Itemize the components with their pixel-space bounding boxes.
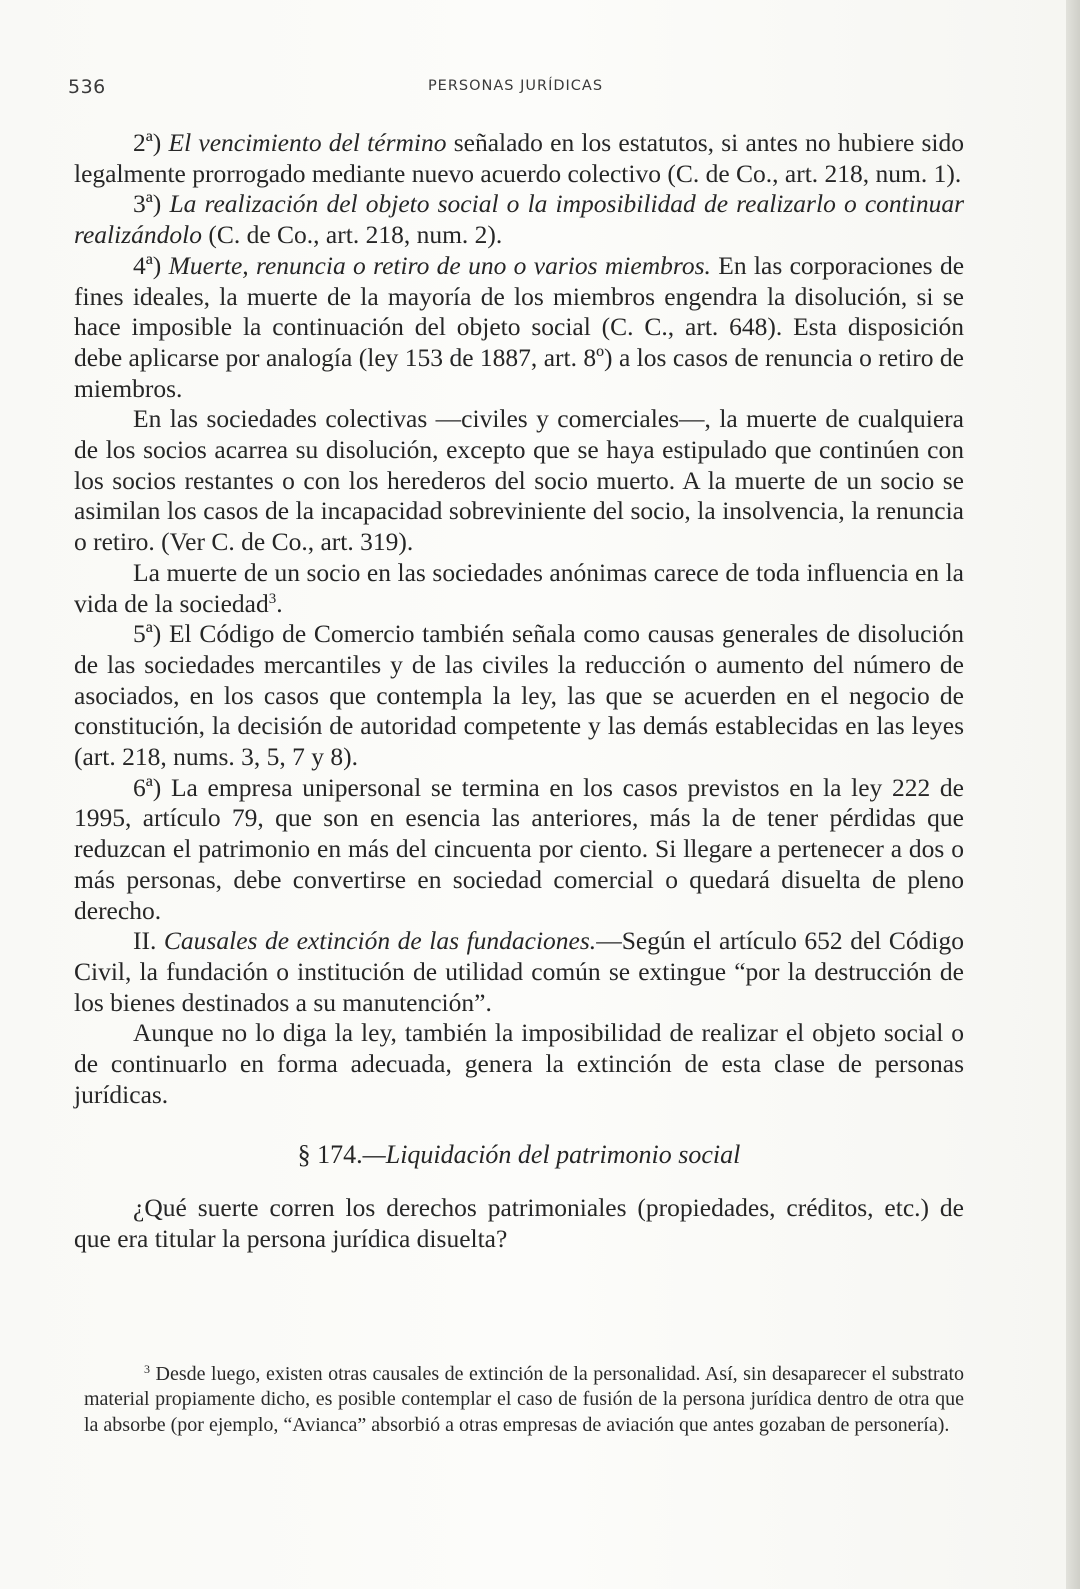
item-label: 3ª): [133, 189, 162, 219]
running-header: [68, 76, 963, 102]
footnote: [84, 1362, 964, 1438]
paragraph-fundaciones: [74, 926, 964, 1018]
paragraph-sociedades-colectivas: En las sociedades colectivas —civiles y comerciales—, la muerte de cualquiera de los socios acarrea su disolución, excepto que se haya estipulado que continúen con los socios restantes o con los herederos del socio muerto. A la muerte de un socio se asimilan los casos de la incapacidad sobreviniente del socio, la insolvencia, la renuncia o retiro. (Ver C. de Co., art. 319).: [74, 404, 964, 557]
section-number: § 174.: [297, 1139, 363, 1169]
main-text: [74, 128, 964, 1255]
paragraph-aunque: Aunque no lo diga la ley, también la imposibilidad de realizar el objeto social o de continuarlo en forma adecuada, genera la extinción de esta clase de personas jurídicas.: [74, 1018, 964, 1109]
paragraph-sociedades-anonimas: [74, 558, 964, 619]
paragraph-text: señalado en los estatutos, si antes no hubiere sido legalmente prorrogado mediante nuevo acuerdo colectivo (C. de Co., art. 218, num. 1).: [74, 128, 964, 188]
item-label: II.: [133, 926, 157, 956]
footnote-mark: 3: [144, 1362, 150, 1376]
italic-phrase: Causales de extinción de las fundaciones.: [163, 926, 597, 956]
paragraph-cause-6: 6ª) La empresa unipersonal se termina en los casos previstos en la ley 222 de 1995, artículo 79, que son en esencia las anteriores, más la de tener pérdidas que reduzcan el patrimonio en más del cincuenta por ciento. Si llegare a pertenecer a dos o más personas, debe convertirse en sociedad comercial o quedará disuelta de pleno derecho.: [74, 772, 964, 925]
paragraph-end: .: [276, 588, 283, 618]
item-label: 4ª): [133, 250, 162, 280]
italic-phrase: Muerte, renuncia o retiro de uno o varios miembros.: [168, 250, 711, 280]
paragraph-text: (C. de Co., art. 218, num. 2).: [208, 220, 503, 250]
paragraph-cause-5: 5ª) El Código de Comercio también señala como causas generales de disolución de las sociedades mercantiles y de las civiles la reducción o aumento del número de asociados, en los casos que contempla la ley, las que se acuerden en el negocio de constitución, la decisión de autoridad competente y las demás establecidas en las leyes (art. 218, nums. 3, 5, 7 y 8).: [74, 619, 964, 772]
paragraph-question: ¿Qué suerte corren los derechos patrimoniales (propiedades, créditos, etc.) de que era titular la persona jurídica disuelta?: [74, 1193, 964, 1253]
running-head-title: PERSONAS JURÍDICAS: [427, 78, 604, 94]
paragraph-text: —Según el artículo 652 del Código Civil, la fundación o institución de utilidad común se extingue “por la destrucción de los bienes destinados a su manutención”.: [74, 926, 965, 1017]
italic-phrase: La realización del objeto social o la imposibilidad de realizarlo o continuar realizándolo: [74, 189, 965, 250]
page-gutter: [1066, 0, 1080, 1589]
paragraph-cause-4: [74, 251, 964, 405]
section-heading: [74, 1140, 964, 1171]
paragraph-text: En las corporaciones de fines ideales, la muerte de la mayoría de los miembros engendra la disolución, si se hace imposible la continuación del objeto social (C. C., art. 648). Esta disposición debe aplicarse por analogía (ley 153 de 1887, art. 8º) a los casos de renuncia o retiro de miembros.: [74, 250, 965, 403]
page-number: 536: [68, 76, 106, 98]
italic-phrase: El vencimiento del término: [168, 128, 447, 157]
footnote-reference[interactable]: 3: [268, 590, 277, 607]
paragraph-cause-3: [74, 189, 964, 250]
section-title: —Liquidación del patrimonio social: [362, 1139, 741, 1169]
paragraph-text: La muerte de un socio en las sociedades anónimas carece de toda influencia en la vida de la sociedad: [74, 557, 964, 618]
paragraph-cause-2: [74, 128, 964, 189]
footnote-text: Desde luego, existen otras causales de extinción de la personalidad. Así, sin desaparecer el substrato material propiamente dicho, es posible contemplar el caso de fusión de la persona jurídica dentro de otra que la absorbe (por ejemplo, “Avianca” absorbió a otras empresas de aviación que antes gozaban de personería).: [84, 1363, 965, 1436]
item-label: 2ª): [133, 128, 162, 157]
